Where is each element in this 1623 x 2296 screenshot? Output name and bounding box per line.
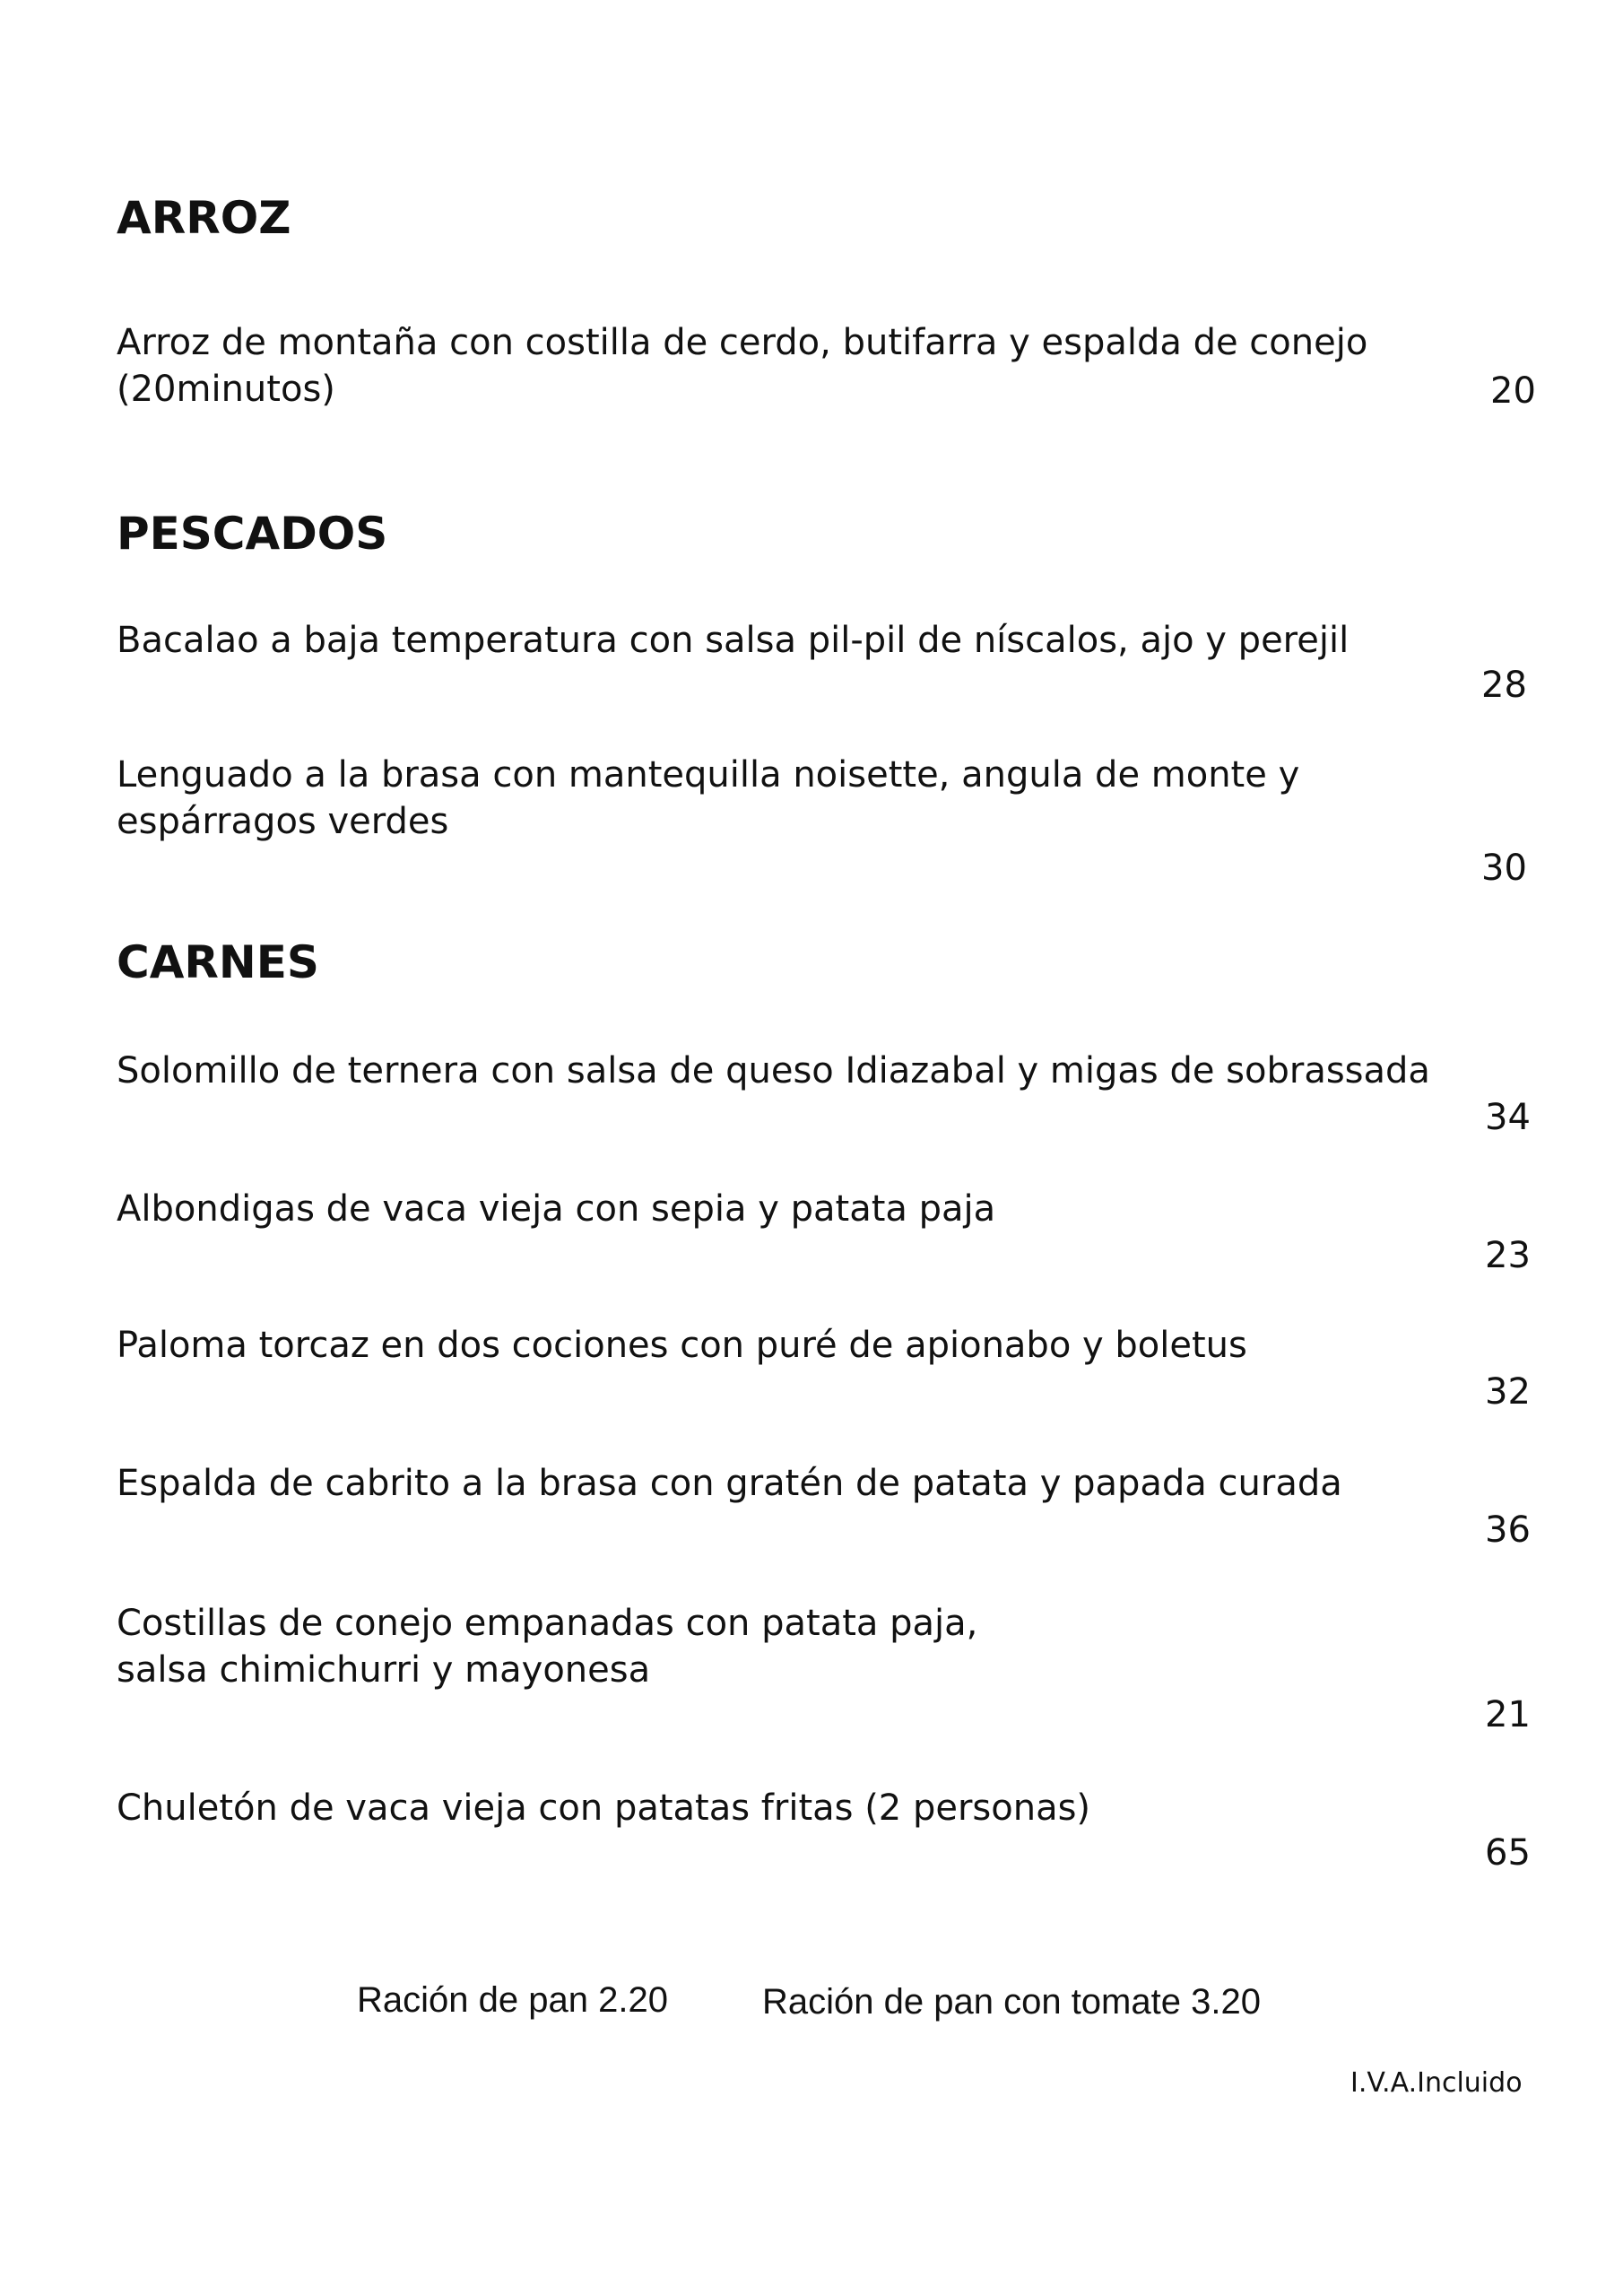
dish-line: Lenguado a la brasa con mantequilla noisette, angula de monte y <box>117 754 1300 796</box>
dish-line: espárragos verdes <box>117 801 449 842</box>
bread-tomato-portion-note: Ración de pan con tomate 3.20 <box>762 1982 1261 2022</box>
dish-line: Chuletón de vaca vieja con patatas fritas (2 personas) <box>117 1787 1091 1829</box>
dish-line: Paloma torcaz en dos cociones con puré de apionabo y boletus <box>117 1325 1247 1366</box>
price-arroz-montana: 20 <box>1490 370 1536 412</box>
dish-lenguado <box>117 752 1299 845</box>
price-solomillo: 34 <box>1485 1097 1531 1138</box>
dish-paloma <box>117 1322 1247 1369</box>
dish-albondigas <box>117 1186 995 1232</box>
price-chuleton: 65 <box>1485 1832 1531 1874</box>
price-bacalao: 28 <box>1481 665 1527 706</box>
dish-line: Bacalao a baja temperatura con salsa pil-pil de níscalos, ajo y perejil <box>117 620 1350 661</box>
price-costillas-conejo: 21 <box>1485 1694 1531 1735</box>
dish-line: Arroz de montaña con costilla de cerdo, butifarra y espalda de conejo <box>117 322 1368 363</box>
dish-solomillo <box>117 1048 1430 1094</box>
price-paloma: 32 <box>1485 1371 1531 1413</box>
section-title-carnes: CARNES <box>117 936 319 988</box>
price-lenguado: 30 <box>1481 848 1527 889</box>
dish-line: (20minutos) <box>117 369 335 410</box>
dish-line: Albondigas de vaca vieja con sepia y patata paja <box>117 1188 996 1230</box>
price-cabrito: 36 <box>1485 1509 1531 1551</box>
dish-line: Solomillo de ternera con salsa de queso Idiazabal y migas de sobrassada <box>117 1050 1430 1091</box>
tax-included-note: I.V.A.Incluido <box>1350 2067 1523 2099</box>
dish-line: salsa chimichurri y mayonesa <box>117 1649 651 1691</box>
dish-arroz-montana <box>117 319 1367 413</box>
dish-bacalao <box>117 617 1349 664</box>
dish-line: Espalda de cabrito a la brasa con gratén de patata y papada curada <box>117 1463 1342 1504</box>
bread-portion-note: Ración de pan 2.20 <box>357 1980 668 2020</box>
dish-cabrito <box>117 1460 1342 1507</box>
section-title-arroz: ARROZ <box>117 192 291 244</box>
dish-chuleton <box>117 1785 1090 1831</box>
dish-costillas-conejo <box>117 1600 977 1693</box>
price-albondigas: 23 <box>1485 1235 1531 1276</box>
dish-line: Costillas de conejo empanadas con patata paja, <box>117 1603 978 1644</box>
section-title-pescados: PESCADOS <box>117 508 388 560</box>
